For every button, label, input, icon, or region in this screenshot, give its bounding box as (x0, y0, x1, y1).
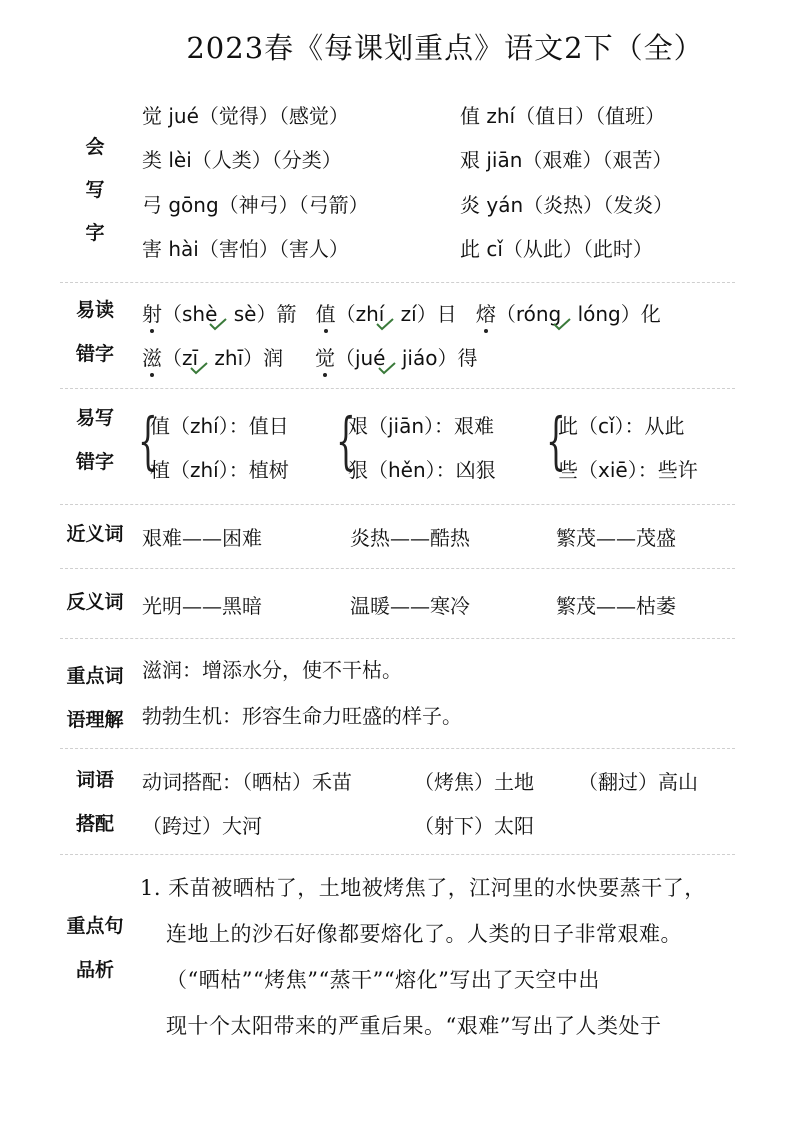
collocation-item: （射下）太阳 (414, 814, 534, 838)
divider (60, 282, 735, 283)
divider (60, 388, 735, 389)
sentence-line: 1. 禾苗被晒枯了，土地被烤焦了，江河里的水快要蒸干了， (140, 876, 706, 900)
misread-row-1: 射（shè sè）箭 值（zhí zí）日 熔（róng lóng）化 (142, 298, 661, 331)
divider (60, 854, 735, 855)
collocation-item: （翻过）高山 (578, 770, 698, 794)
miswrite-top: 艰（jiān）：艰难 (348, 414, 495, 438)
writing-row-left: 弓 gōng（神弓）（弓箭） (142, 193, 369, 217)
synonym-item: 炎热——酷热 (350, 526, 470, 550)
misread-row-2: 滋（zī zhī）润 觉（jué jiáo）得 (142, 342, 477, 375)
synonym-item: 艰难——困难 (142, 526, 262, 550)
section-miswrite-label: 易写 错字 (75, 407, 114, 473)
check-icon (378, 361, 396, 375)
check-icon (209, 317, 227, 331)
brace-icon: { (138, 404, 158, 477)
miswrite-top: 此（cǐ）：从此 (558, 414, 685, 438)
miswrite-bottom: 植（zhí）：植树 (150, 458, 289, 482)
section-misread (0, 288, 800, 388)
section-antonyms (0, 580, 800, 630)
writing-row-right: 值 zhí（值日）（值班） (460, 104, 666, 128)
key-word-line: 滋润：增添水分，使不干枯。 (142, 658, 402, 682)
miswrite-bottom: 狠（hěn）：凶狠 (348, 458, 496, 482)
divider (60, 504, 735, 505)
check-icon (376, 317, 394, 331)
collocation-item: （烤焦）土地 (414, 770, 534, 794)
page-title: 2023春《每课划重点》语文2下（全） (186, 31, 704, 65)
synonym-item: 繁茂——茂盛 (556, 526, 676, 550)
divider (60, 748, 735, 749)
section-synonyms (0, 512, 800, 562)
collocation-item: 动词搭配：（晒枯）禾苗 (142, 770, 352, 794)
antonym-item: 温暖——寒冷 (350, 594, 470, 618)
writing-row-right: 此 cǐ（从此）（此时） (460, 237, 653, 261)
antonym-item: 光明——黑暗 (142, 594, 262, 618)
writing-row-left: 类 lèi（人类）（分类） (142, 148, 342, 172)
brace-icon: { (336, 404, 356, 477)
section-key-words (0, 654, 800, 744)
divider (60, 568, 735, 569)
check-icon (553, 317, 571, 331)
section-antonyms-label: 反义词 (66, 591, 124, 613)
miswrite-top: 值（zhí）：值日 (150, 414, 289, 438)
key-word-line: 勃勃生机：形容生命力旺盛的样子。 (142, 704, 462, 728)
section-collocation-label: 词语 搭配 (75, 769, 114, 835)
section-miswrite (0, 396, 800, 506)
sentence-line: 连地上的沙石好像都要熔化了。人类的日子非常艰难。 (166, 922, 682, 946)
section-writing-label: 会 写 字 (85, 136, 105, 244)
section-synonyms-label: 近义词 (66, 523, 124, 545)
section-writing (0, 90, 800, 280)
section-misread-label: 易读 错字 (75, 299, 114, 365)
brace-icon: { (546, 404, 566, 477)
collocation-item: （跨过）大河 (142, 814, 262, 838)
section-key-words-label: 重点词 语理解 (66, 665, 124, 731)
antonym-item: 繁茂——枯萎 (556, 594, 676, 618)
writing-row-left: 觉 jué（觉得）（感觉） (142, 104, 349, 128)
sentence-line: 现十个太阳带来的严重后果。“艰难”写出了人类处于 (166, 1014, 662, 1038)
writing-row-right: 艰 jiān（艰难）（艰苦） (460, 148, 673, 172)
divider (60, 638, 735, 639)
writing-row-right: 炎 yán（炎热）（发炎） (460, 193, 674, 217)
miswrite-bottom: 些（xiē）：些许 (558, 458, 698, 482)
writing-row-left: 害 hài（害怕）（害人） (142, 237, 349, 261)
section-sentences (0, 870, 800, 1050)
section-sentences-label: 重点句 品析 (66, 915, 124, 981)
section-collocation (0, 758, 800, 848)
sentence-line: （“晒枯”“烤焦”“蒸干”“熔化”写出了天空中出 (166, 968, 600, 992)
check-icon (190, 361, 208, 375)
